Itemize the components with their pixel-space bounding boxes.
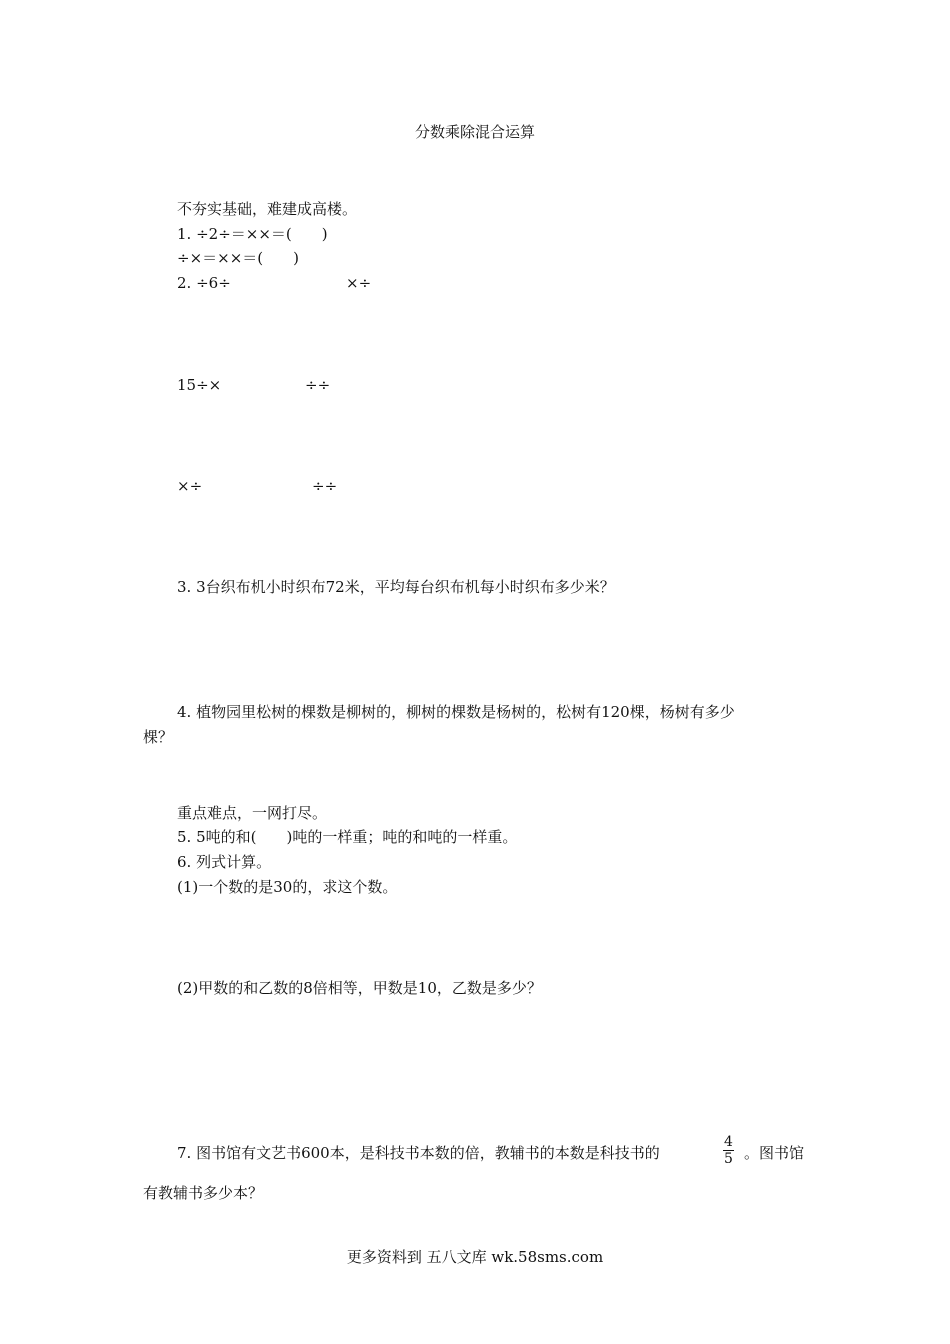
question-4-line-2: 棵？ bbox=[143, 728, 174, 746]
question-2-expression-c: 15÷× bbox=[177, 376, 222, 394]
question-6-part-2: (2)甲数的和乙数的8倍相等，甲数是10，乙数是多少？ bbox=[177, 979, 542, 997]
question-7-text-b: 。图书馆 bbox=[744, 1144, 805, 1162]
question-6: 6. 列式计算。 bbox=[177, 853, 272, 871]
question-4-line-1: 4. 植物园里松树的棵数是柳树的，柳树的棵数是杨树的，松树有120棵，杨树有多少 bbox=[177, 703, 735, 721]
question-3: 3. 3台织布机小时织布72米，平均每台织布机每小时织布多少米？ bbox=[177, 578, 615, 596]
page-title: 分数乘除混合运算 bbox=[414, 123, 535, 141]
fraction-denominator: 5 bbox=[724, 1151, 733, 1167]
question-1-line-1: 1. ÷2÷＝××＝( ) bbox=[177, 225, 328, 243]
section-heading-key-points: 重点难点，一网打尽。 bbox=[177, 804, 328, 822]
question-1-line-2: ÷×＝××＝( ) bbox=[177, 249, 299, 267]
fraction-numerator: 4 bbox=[724, 1134, 733, 1150]
section-heading-basics: 不夯实基础，难建成高楼。 bbox=[177, 200, 358, 218]
question-2-expression-f: ÷÷ bbox=[312, 477, 338, 495]
question-2-expression-a: 2. ÷6÷ bbox=[177, 274, 231, 292]
question-7-line-1 bbox=[177, 1143, 660, 1163]
question-2-expression-e: ×÷ bbox=[177, 477, 203, 495]
question-7-line-2: 有教辅书多少本？ bbox=[143, 1184, 264, 1202]
question-6-part-1: (1)一个数的是30的，求这个数。 bbox=[177, 878, 398, 896]
question-7-fraction bbox=[723, 1134, 734, 1167]
footer-text: 更多资料到 五八文库 wk.58sms.com bbox=[346, 1248, 604, 1266]
question-2-expression-d: ÷÷ bbox=[305, 376, 331, 394]
question-2-expression-b: ×÷ bbox=[346, 274, 372, 292]
question-5: 5. 5吨的和( )吨的一样重；吨的和吨的一样重。 bbox=[177, 828, 518, 846]
question-7-text-a: 7. 图书馆有文艺书600本，是科技书本数的倍，教辅书的本数是科技书的 bbox=[177, 1144, 660, 1162]
